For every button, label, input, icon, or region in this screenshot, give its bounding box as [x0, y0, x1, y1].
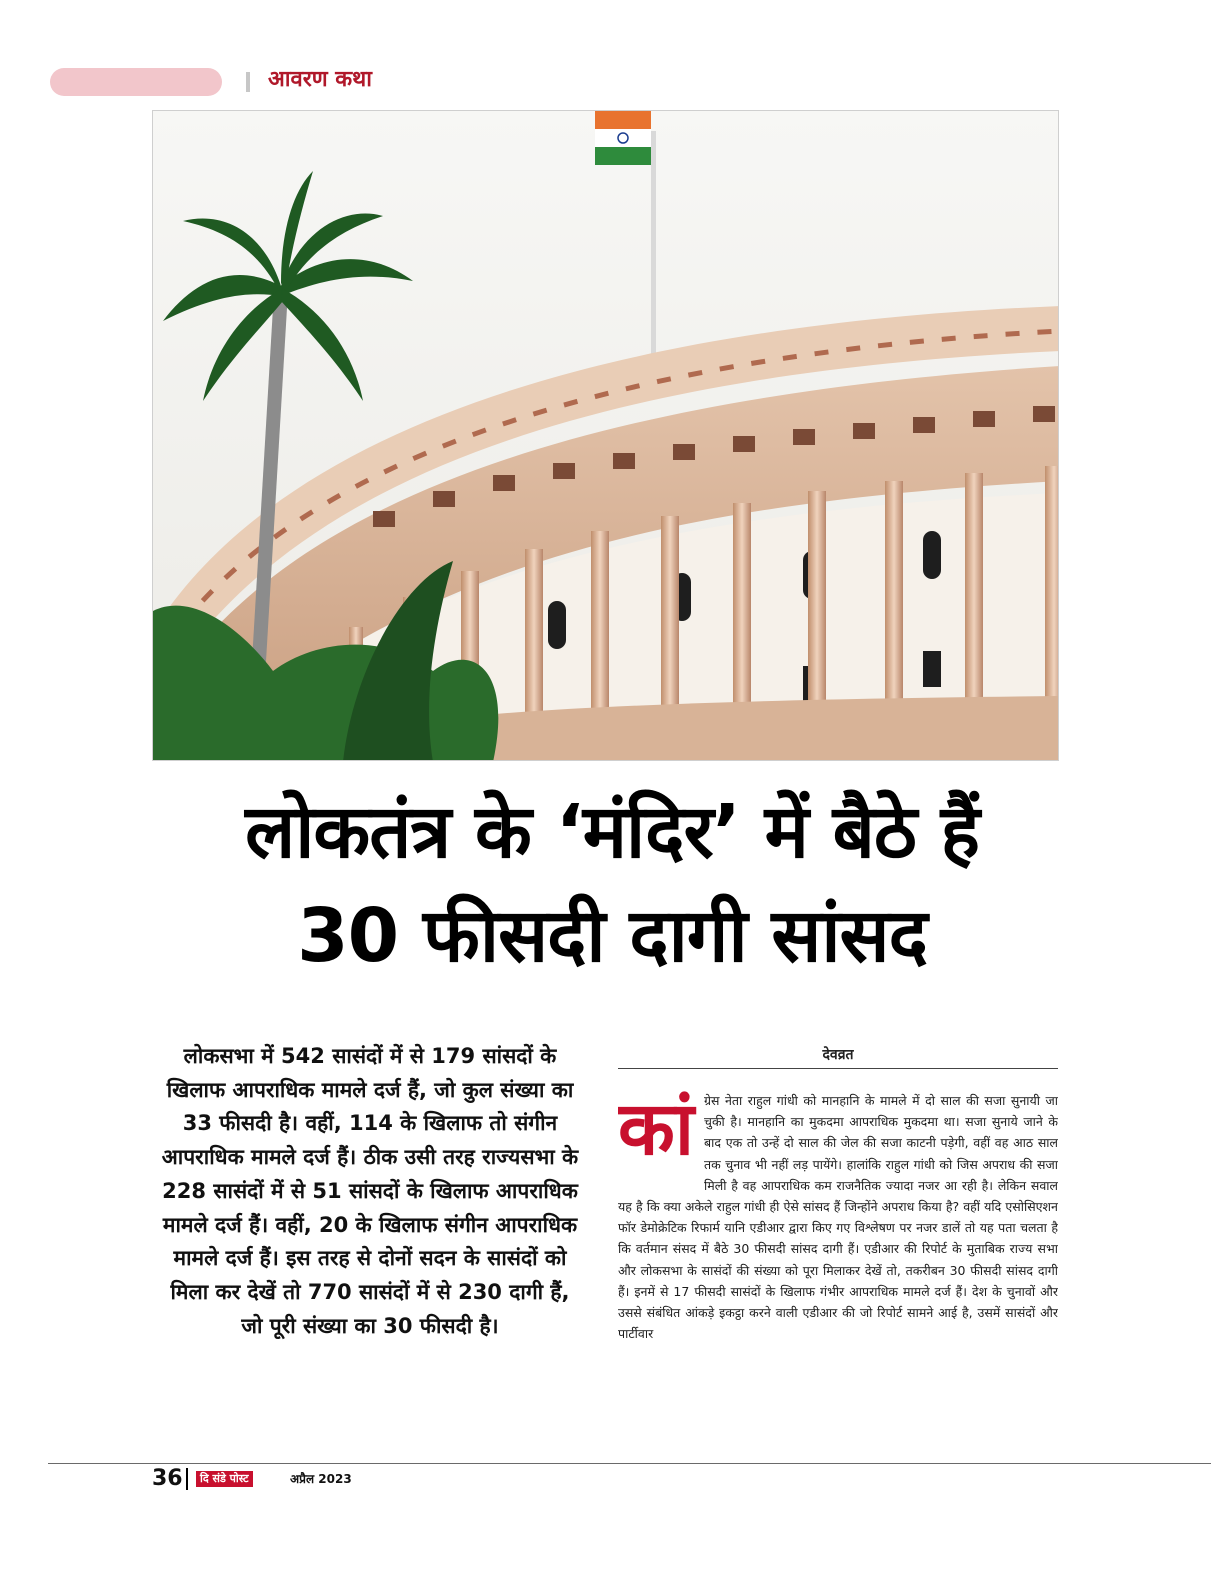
deck-summary: लोकसभा में 542 सासंदों में से 179 सांसदों के खिलाफ आपराधिक मामले दर्ज हैं, जो कुल संख्या का 33 फीसदी है। वहीं, 114 के खिलाफ तो संगीन आपराधिक मामले दर्ज हैं। ठीक उसी तरह राज्यसभा के 228 सासंदों में से 51 सांसदों के खिलाफ आपराधिक मामले दर्ज हैं। वहीं, 20 के खिलाफ संगीन आपराधिक मामले दर्ज हैं। इस तरह से दोनों सदन के सासंदों को मिला कर देखें तो 770 सासंदों में से 230 दागी हैं, जो पूरी संख्या का 30 फीसदी है। [161, 1044, 579, 1338]
hero-image [152, 110, 1059, 761]
magazine-logo: दि संडे पोस्ट [196, 1471, 253, 1487]
article-body [618, 1090, 1058, 1442]
headline-line-1: लोकतंत्र के ‘मंदिर’ में बैठे हैं [245, 789, 979, 875]
byline-rule [618, 1068, 1058, 1069]
headline-line-2: 30 फीसदी दागी सांसद [297, 893, 927, 979]
section-label: आवरण कथा [268, 67, 372, 92]
parliament-building-photo-icon [153, 111, 1059, 761]
byline: देवव्रत [822, 1047, 854, 1063]
page-number: 36 [152, 1466, 183, 1491]
section-divider [246, 72, 250, 92]
section-tab-pill [50, 68, 222, 96]
footer-rule [48, 1463, 1211, 1464]
article-text: ग्रेस नेता राहुल गांधी को मानहानि के मामले में दो साल की सजा सुनायी जा चुकी है। मानहानि का मुकदमा आपराधिक मुकदमा था। सजा सुनाये जाने के बाद एक तो उन्हें दो साल की जेल की सजा काटनी पड़ेगी, वहीं वह आठ साल तक चुनाव भी नहीं लड़ पायेंगे। हालांकि राहुल गांधी को जिस अपराध की सजा मिली है वह आपराधिक कम राजनैतिक ज्यादा नजर आ रही है। लेकिन सवाल यह है कि क्या अकेले राहुल गांधी ही ऐसे सांसद हैं जिन्होंने अपराध किया है? वहीं यदि एसोसिएशन फॉर डेमोक्रेटिक रिफार्म यानि एडीआर द्वारा किए गए विश्लेषण पर नजर डालें तो यह पता चलता है कि वर्तमान संसद में बैठे 30 फीसदी सांसद दागी हैं। एडीआर की रिपोर्ट के मुताबिक राज्य सभा और लोकसभा के सासंदों की संख्या को पूरा मिलाकर देखें तो, तकरीबन 30 फीसदी सांसद दागी हैं। इनमें से 17 फीसदी सासंदों के खिलाफ गंभीर आपराधिक मामले दर्ज हैं। देश के चुनावों और उससे संबंधित आंकड़े इकट्ठा करने वाली एडीआर की जो रिपोर्ट सामने आई है, उसमें सासंदों और पार्टीवार [618, 1093, 1058, 1342]
issue-date: अप्रैल 2023 [290, 1472, 352, 1486]
headline [60, 780, 1164, 988]
dropcap: कां [618, 1090, 694, 1172]
footer-divider [186, 1468, 188, 1490]
